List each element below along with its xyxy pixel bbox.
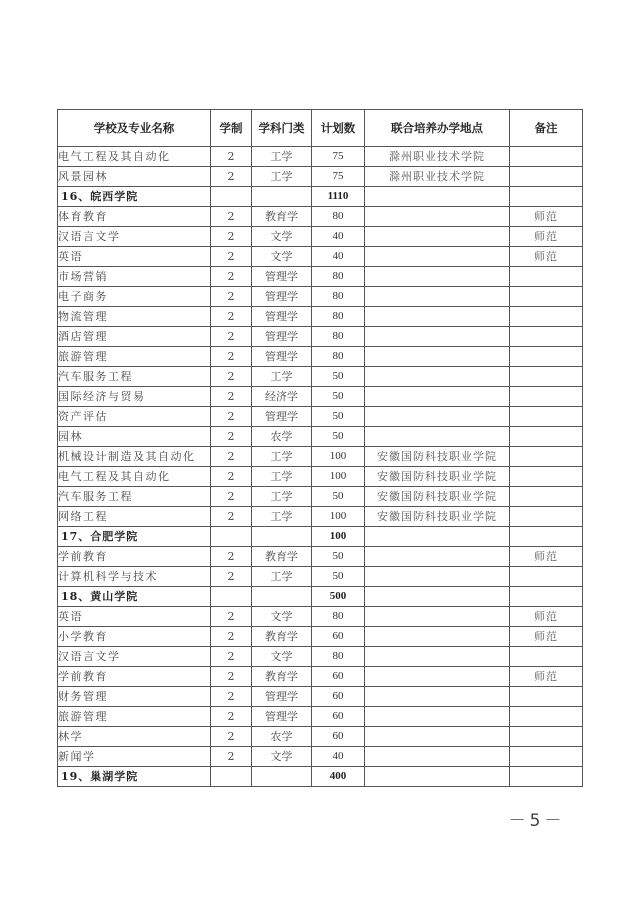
cell-plan: 500 (312, 587, 365, 607)
cell-name: 国际经济与贸易 (58, 387, 211, 407)
cell-years: 2 (211, 287, 252, 307)
table-row (58, 687, 583, 707)
table-row (58, 387, 583, 407)
cell-plan: 80 (312, 327, 365, 347)
cell-years: 2 (211, 747, 252, 767)
cell-plan: 60 (312, 627, 365, 647)
cell-years: 2 (211, 247, 252, 267)
cell-note (510, 507, 583, 527)
cell-note (510, 267, 583, 287)
table-row (58, 487, 583, 507)
cell-years (211, 187, 252, 207)
cell-category (252, 587, 312, 607)
cell-location (365, 287, 510, 307)
cell-category: 管理学 (252, 347, 312, 367)
table-row (58, 367, 583, 387)
cell-location: 安徽国防科技职业学院 (365, 487, 510, 507)
cell-category: 文学 (252, 747, 312, 767)
cell-years: 2 (211, 147, 252, 167)
cell-plan: 400 (312, 767, 365, 787)
cell-category: 工学 (252, 487, 312, 507)
table-row (58, 547, 583, 567)
cell-note (510, 467, 583, 487)
cell-years: 2 (211, 567, 252, 587)
cell-plan: 60 (312, 687, 365, 707)
cell-location (365, 247, 510, 267)
table-row (58, 647, 583, 667)
cell-note (510, 187, 583, 207)
cell-plan: 80 (312, 307, 365, 327)
cell-category: 管理学 (252, 707, 312, 727)
enrollment-plan-table (57, 109, 583, 787)
cell-years: 2 (211, 667, 252, 687)
cell-category (252, 767, 312, 787)
cell-location (365, 387, 510, 407)
cell-plan: 60 (312, 707, 365, 727)
cell-plan: 50 (312, 387, 365, 407)
cell-name: 小学教育 (58, 627, 211, 647)
table-row (58, 347, 583, 367)
cell-years: 2 (211, 347, 252, 367)
cell-years (211, 527, 252, 547)
cell-location: 安徽国防科技职业学院 (365, 447, 510, 467)
cell-note (510, 747, 583, 767)
cell-name: 财务管理 (58, 687, 211, 707)
cell-years: 2 (211, 467, 252, 487)
cell-note (510, 307, 583, 327)
cell-plan: 100 (312, 527, 365, 547)
cell-plan: 40 (312, 247, 365, 267)
cell-name: 汉语言文学 (58, 227, 211, 247)
cell-location: 安徽国防科技职业学院 (365, 467, 510, 487)
cell-category: 工学 (252, 447, 312, 467)
cell-plan: 100 (312, 467, 365, 487)
cell-category: 管理学 (252, 687, 312, 707)
school-row (58, 187, 583, 207)
cell-name: 英语 (58, 247, 211, 267)
cell-category: 管理学 (252, 307, 312, 327)
cell-plan: 1110 (312, 187, 365, 207)
cell-name: 物流管理 (58, 307, 211, 327)
cell-location (365, 327, 510, 347)
cell-plan: 50 (312, 427, 365, 447)
cell-years: 2 (211, 447, 252, 467)
table-row (58, 307, 583, 327)
cell-years: 2 (211, 547, 252, 567)
cell-years: 2 (211, 427, 252, 447)
cell-category: 文学 (252, 247, 312, 267)
cell-category: 农学 (252, 727, 312, 747)
school-row (58, 527, 583, 547)
table-row (58, 287, 583, 307)
cell-plan: 40 (312, 747, 365, 767)
cell-name: 风景园林 (58, 167, 211, 187)
table-row (58, 407, 583, 427)
table-row (58, 227, 583, 247)
cell-plan: 40 (312, 227, 365, 247)
cell-category (252, 527, 312, 547)
cell-note (510, 347, 583, 367)
cell-category: 教育学 (252, 667, 312, 687)
cell-note: 师范 (510, 547, 583, 567)
cell-category: 经济学 (252, 387, 312, 407)
cell-years (211, 587, 252, 607)
cell-category: 工学 (252, 367, 312, 387)
cell-location (365, 207, 510, 227)
cell-plan: 80 (312, 647, 365, 667)
cell-years: 2 (211, 727, 252, 747)
cell-plan: 100 (312, 447, 365, 467)
cell-name: 汽车服务工程 (58, 487, 211, 507)
cell-years: 2 (211, 327, 252, 347)
table-body (58, 147, 583, 787)
cell-location (365, 587, 510, 607)
cell-name: 旅游管理 (58, 347, 211, 367)
cell-years: 2 (211, 207, 252, 227)
cell-location (365, 187, 510, 207)
cell-name: 16、皖西学院 (58, 187, 211, 207)
cell-location (365, 347, 510, 367)
cell-name: 汽车服务工程 (58, 367, 211, 387)
cell-plan: 80 (312, 347, 365, 367)
table-row (58, 427, 583, 447)
table-row (58, 567, 583, 587)
cell-name: 电气工程及其自动化 (58, 467, 211, 487)
cell-years: 2 (211, 267, 252, 287)
cell-category: 农学 (252, 427, 312, 447)
table-row (58, 607, 583, 627)
table-row (58, 727, 583, 747)
cell-category: 教育学 (252, 547, 312, 567)
cell-category (252, 187, 312, 207)
cell-location (365, 367, 510, 387)
cell-category: 管理学 (252, 287, 312, 307)
cell-location (365, 687, 510, 707)
header-location: 联合培养办学地点 (365, 110, 510, 147)
cell-plan: 80 (312, 607, 365, 627)
cell-name: 林学 (58, 727, 211, 747)
cell-plan: 50 (312, 547, 365, 567)
cell-plan: 100 (312, 507, 365, 527)
cell-years: 2 (211, 387, 252, 407)
cell-years: 2 (211, 307, 252, 327)
cell-location: 滁州职业技术学院 (365, 167, 510, 187)
cell-note (510, 407, 583, 427)
cell-note (510, 147, 583, 167)
cell-location (365, 627, 510, 647)
cell-plan: 80 (312, 207, 365, 227)
cell-name: 酒店管理 (58, 327, 211, 347)
cell-name: 电子商务 (58, 287, 211, 307)
cell-location (365, 727, 510, 747)
table-row (58, 447, 583, 467)
table-row (58, 167, 583, 187)
cell-years: 2 (211, 687, 252, 707)
cell-name: 机械设计制造及其自动化 (58, 447, 211, 467)
table-row (58, 147, 583, 167)
cell-name: 17、合肥学院 (58, 527, 211, 547)
cell-location (365, 407, 510, 427)
cell-location (365, 707, 510, 727)
cell-category: 教育学 (252, 627, 312, 647)
cell-location (365, 527, 510, 547)
cell-location: 滁州职业技术学院 (365, 147, 510, 167)
cell-years: 2 (211, 227, 252, 247)
cell-category: 管理学 (252, 407, 312, 427)
cell-category: 文学 (252, 227, 312, 247)
cell-location (365, 547, 510, 567)
cell-note (510, 387, 583, 407)
cell-name: 园林 (58, 427, 211, 447)
cell-years: 2 (211, 167, 252, 187)
cell-years: 2 (211, 607, 252, 627)
cell-years: 2 (211, 707, 252, 727)
cell-years: 2 (211, 647, 252, 667)
cell-note (510, 567, 583, 587)
cell-category: 文学 (252, 607, 312, 627)
cell-years: 2 (211, 507, 252, 527)
cell-category: 工学 (252, 507, 312, 527)
cell-note (510, 327, 583, 347)
cell-plan: 75 (312, 147, 365, 167)
cell-plan: 80 (312, 267, 365, 287)
cell-name: 新闻学 (58, 747, 211, 767)
cell-name: 学前教育 (58, 547, 211, 567)
cell-category: 教育学 (252, 207, 312, 227)
cell-plan: 80 (312, 287, 365, 307)
header-school-major: 学校及专业名称 (58, 110, 211, 147)
cell-location (365, 427, 510, 447)
cell-category: 工学 (252, 167, 312, 187)
cell-note (510, 687, 583, 707)
header-years: 学制 (211, 110, 252, 147)
cell-location: 安徽国防科技职业学院 (365, 507, 510, 527)
cell-name: 计算机科学与技术 (58, 567, 211, 587)
cell-note (510, 527, 583, 547)
header-plan: 计划数 (312, 110, 365, 147)
table-row (58, 467, 583, 487)
cell-plan: 60 (312, 667, 365, 687)
cell-note (510, 427, 583, 447)
cell-location (365, 267, 510, 287)
cell-note (510, 167, 583, 187)
cell-plan: 50 (312, 407, 365, 427)
cell-note (510, 367, 583, 387)
cell-note (510, 727, 583, 747)
cell-location (365, 667, 510, 687)
cell-note: 师范 (510, 227, 583, 247)
cell-note: 师范 (510, 247, 583, 267)
cell-note (510, 447, 583, 467)
cell-location (365, 307, 510, 327)
table-row (58, 207, 583, 227)
table-row (58, 747, 583, 767)
cell-note (510, 767, 583, 787)
cell-name: 英语 (58, 607, 211, 627)
cell-name: 汉语言文学 (58, 647, 211, 667)
school-row (58, 767, 583, 787)
cell-category: 工学 (252, 567, 312, 587)
table-row (58, 267, 583, 287)
table-row (58, 507, 583, 527)
cell-years: 2 (211, 627, 252, 647)
cell-name: 资产评估 (58, 407, 211, 427)
cell-note (510, 487, 583, 507)
cell-name: 18、黄山学院 (58, 587, 211, 607)
cell-plan: 50 (312, 367, 365, 387)
cell-years: 2 (211, 367, 252, 387)
page-number: －5－ (508, 811, 566, 831)
table-row (58, 667, 583, 687)
cell-plan: 75 (312, 167, 365, 187)
cell-years: 2 (211, 407, 252, 427)
school-row (58, 587, 583, 607)
table-row (58, 247, 583, 267)
cell-name: 电气工程及其自动化 (58, 147, 211, 167)
cell-plan: 60 (312, 727, 365, 747)
cell-name: 19、巢湖学院 (58, 767, 211, 787)
cell-location (365, 567, 510, 587)
cell-years: 2 (211, 487, 252, 507)
cell-plan: 50 (312, 567, 365, 587)
header-category: 学科门类 (252, 110, 312, 147)
cell-location (365, 227, 510, 247)
cell-location (365, 607, 510, 627)
header-note: 备注 (510, 110, 583, 147)
cell-note: 师范 (510, 207, 583, 227)
cell-note (510, 287, 583, 307)
cell-category: 工学 (252, 467, 312, 487)
cell-category: 管理学 (252, 327, 312, 347)
cell-name: 旅游管理 (58, 707, 211, 727)
cell-note: 师范 (510, 607, 583, 627)
table-row (58, 627, 583, 647)
table-row (58, 327, 583, 347)
table-row (58, 707, 583, 727)
cell-location (365, 647, 510, 667)
cell-category: 工学 (252, 147, 312, 167)
cell-note: 师范 (510, 627, 583, 647)
cell-name: 市场营销 (58, 267, 211, 287)
table-header-row (58, 110, 583, 147)
cell-location (365, 767, 510, 787)
cell-name: 网络工程 (58, 507, 211, 527)
cell-note (510, 587, 583, 607)
cell-location (365, 747, 510, 767)
cell-note (510, 707, 583, 727)
cell-category: 文学 (252, 647, 312, 667)
cell-years (211, 767, 252, 787)
cell-note: 师范 (510, 667, 583, 687)
cell-category: 管理学 (252, 267, 312, 287)
cell-plan: 50 (312, 487, 365, 507)
cell-name: 体育教育 (58, 207, 211, 227)
cell-name: 学前教育 (58, 667, 211, 687)
cell-note (510, 647, 583, 667)
